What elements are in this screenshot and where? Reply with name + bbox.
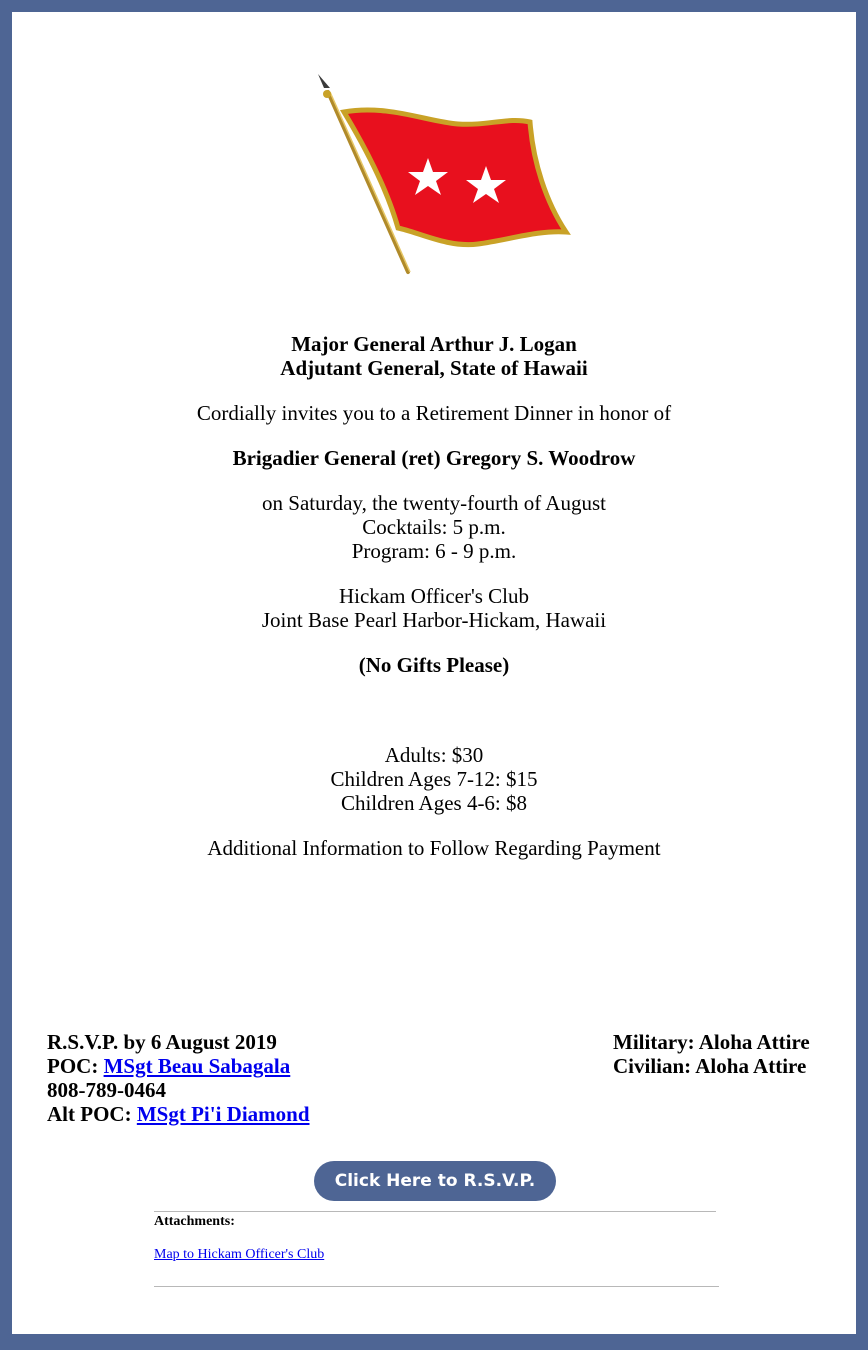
attire-military: Military: Aloha Attire [613,1030,810,1054]
attachments-label: Attachments: [154,1214,235,1229]
rsvp-contact-block [47,1030,310,1126]
poc-line [47,1054,310,1078]
poc-label: POC: [47,1054,104,1078]
venue-location: Joint Base Pearl Harbor-Hickam, Hawaii [261,608,607,632]
payment-note: Additional Information to Follow Regarding Payment [207,836,661,860]
attire-block [613,1030,810,1078]
alt-poc-link[interactable]: MSgt Pi'i Diamond [136,1102,310,1126]
event-cocktails: Cocktails: 5 p.m. [362,515,506,539]
divider [154,1286,719,1287]
event-date: on Saturday, the twenty-fourth of August [262,491,606,515]
two-star-flag-icon [308,62,578,282]
pricing-block [12,743,856,815]
venue-name: Hickam Officer's Club [338,584,529,608]
alt-poc-label: Alt POC: [47,1102,137,1126]
poc-link[interactable]: MSgt Beau Sabagala [103,1054,291,1078]
event-venue [12,584,856,632]
price-adults: Adults: $30 [384,743,484,767]
no-gifts-note: (No Gifts Please) [358,653,510,677]
poc-phone: 808-789-0464 [47,1078,166,1102]
divider [154,1211,716,1212]
attire-civilian: Civilian: Aloha Attire [613,1054,807,1078]
event-schedule [12,491,856,563]
invitation-card [12,12,856,1334]
event-program: Program: 6 - 9 p.m. [351,539,517,563]
alt-poc-line [47,1102,310,1126]
price-children-7-12: Children Ages 7-12: $15 [330,767,538,791]
host-title: Adjutant General, State of Hawaii [280,356,588,380]
host-block [12,332,856,380]
price-children-4-6: Children Ages 4-6: $8 [340,791,528,815]
rsvp-button[interactable]: Click Here to R.S.V.P. [314,1161,556,1201]
host-name: Major General Arthur J. Logan [291,332,577,356]
honoree-name: Brigadier General (ret) Gregory S. Woodrow [232,446,636,470]
attachment-item [154,1247,324,1263]
attachment-link-map[interactable]: Map to Hickam Officer's Club [154,1247,325,1262]
invite-line: Cordially invites you to a Retirement Dinner in honor of [196,401,672,425]
rsvp-deadline: R.S.V.P. by 6 August 2019 [47,1030,277,1054]
